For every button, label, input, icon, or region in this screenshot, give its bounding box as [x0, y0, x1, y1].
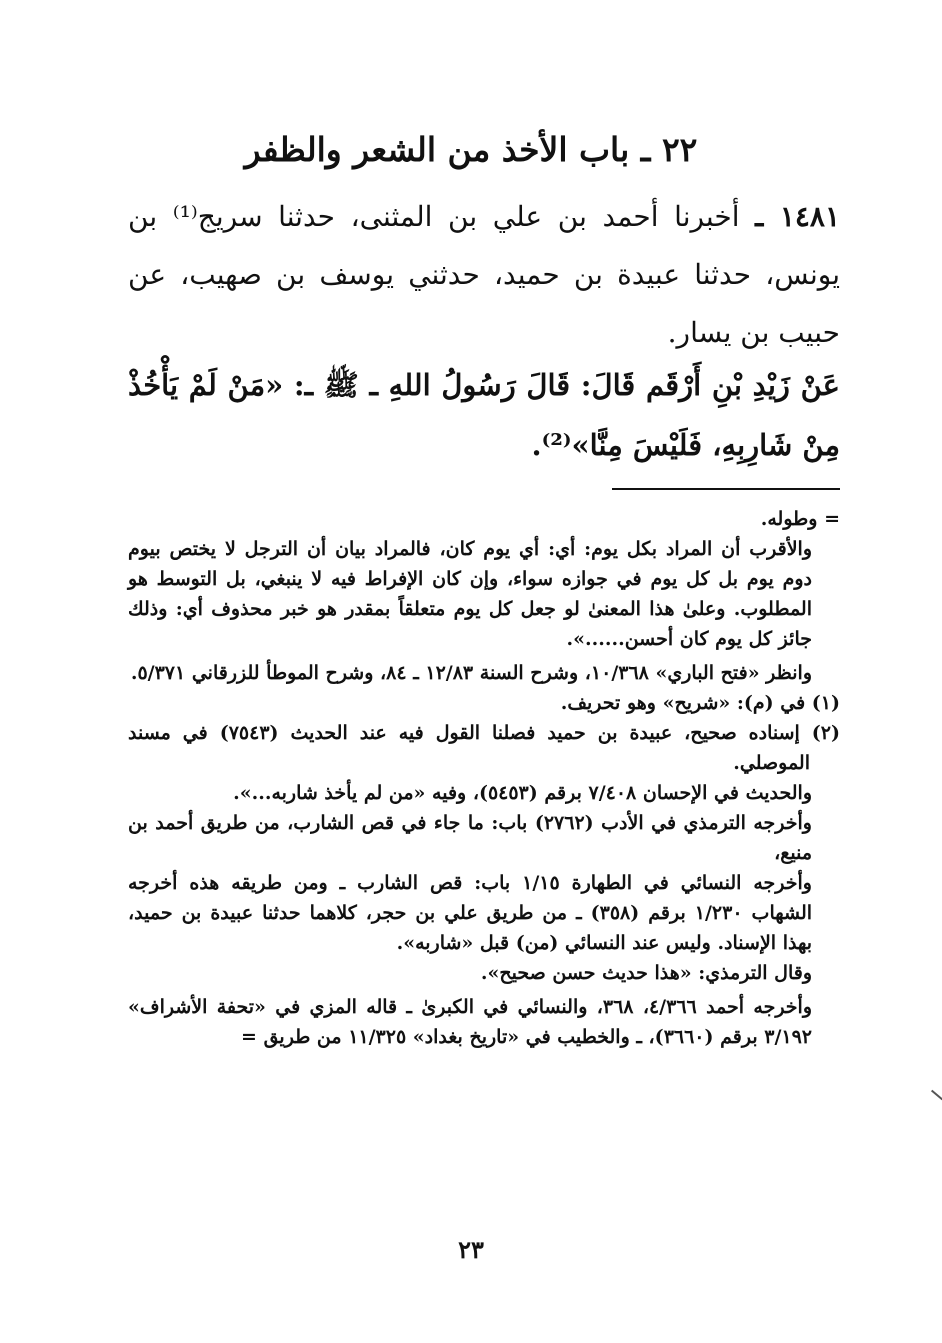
footnote-2-paragraph: وأخرجه الترمذي في الأدب (٢٧٦٢) باب: ما جاء في قص الشارب، من طريق أحمد بن منيع،: [128, 812, 812, 864]
footnote-continued-paragraph: والأقرب أن المراد بكل يوم: أي: أي يوم كان، فالمراد بيان أن الترجل لا يختص بيوم دوم يوم بل كل يوم في جوازه سواء، وإن كان الإفراط فيه لا ينبغي، بل التوسط هو المطلوب. وعلىٰ هذا المعنىٰ لو جعل كل يوم متعلقاً بمقدر هو خبر محذوف أي: وذلك جائز كل يوم كان أحسن......».: [128, 538, 812, 650]
hadith-number: ١٤٨١ ـ: [755, 200, 840, 233]
footnote-2-paragraph: والحديث في الإحسان ٧/٤٠٨ برقم (٥٤٥٣)، وفيه «من لم يأخذ شاربه...».: [233, 782, 812, 804]
footnote-continued-line: = وطوله.: [760, 508, 840, 530]
footnote-2-paragraph: وأخرجه أحمد ٤/٣٦٦، ٣٦٨، والنسائي في الكبرىٰ ـ قاله المزي في «تحفة الأشراف» ٣/١٩٢ برقم (٣٦٦٠)، ـ والخطيب في «تاريخ بغداد» ١١/٣٢٥ من طريق =: [128, 996, 812, 1048]
chapter-heading: ٢٢ ـ باب الأخذ من الشعر والظفر: [244, 130, 698, 169]
hadith-isnad-paragraph: [128, 188, 840, 362]
page-number: ٢٣: [458, 1235, 484, 1264]
footnote-separator: [612, 488, 840, 490]
hadith-isnad: أخبرنا أحمد بن علي بن المثنى، حدثنا سريج⁽¹⁾ بن يونس، حدثنا عبيدة بن حميد، حدثني يوسف بن صهيب، عن حبيب بن يسار.: [128, 200, 840, 349]
footnote-continued-reference: وانظر «فتح الباري» ١٠/٣٦٨، وشرح السنة ١٢/٨٣ ـ ٨٤، وشرح الموطأ للزرقاني ٥/٣٧١.: [130, 662, 812, 684]
footnotes: [128, 504, 840, 1052]
hadith-matn: عَنْ زَيْدِ بْنِ أَرْقَم قَالَ: قَالَ رَسُولُ اللهِ ـ ﷺ ـ: «مَنْ لَمْ يَأْخُذْ مِنْ شَارِبِهِ، فَلَيْسَ مِنَّا»⁽²⁾.: [128, 368, 840, 462]
scan-mark: [931, 1090, 942, 1101]
footnote-2: (٢) إسناده صحيح، عبيدة بن حميد فصلنا القول فيه عند الحديث (٧٥٤٣) في مسند الموصلي.: [128, 722, 840, 774]
footnote-2-paragraph: وقال الترمذي: «هذا حديث حسن صحيح».: [480, 962, 812, 984]
footnote-1: (١) في (م): «شريح» وهو تحريف.: [560, 692, 840, 714]
footnote-2-paragraph: وأخرجه النسائي في الطهارة ١/١٥ باب: قص الشارب ـ ومن طريقه هذه أخرجه الشهاب ١/٢٣٠ برقم (٣٥٨) ـ من طريق علي بن حجر، كلاهما حدثنا عبيدة بن حميد، بهذا الإسناد. وليس عند النسائي (من) قبل «شاربه».: [128, 872, 813, 954]
